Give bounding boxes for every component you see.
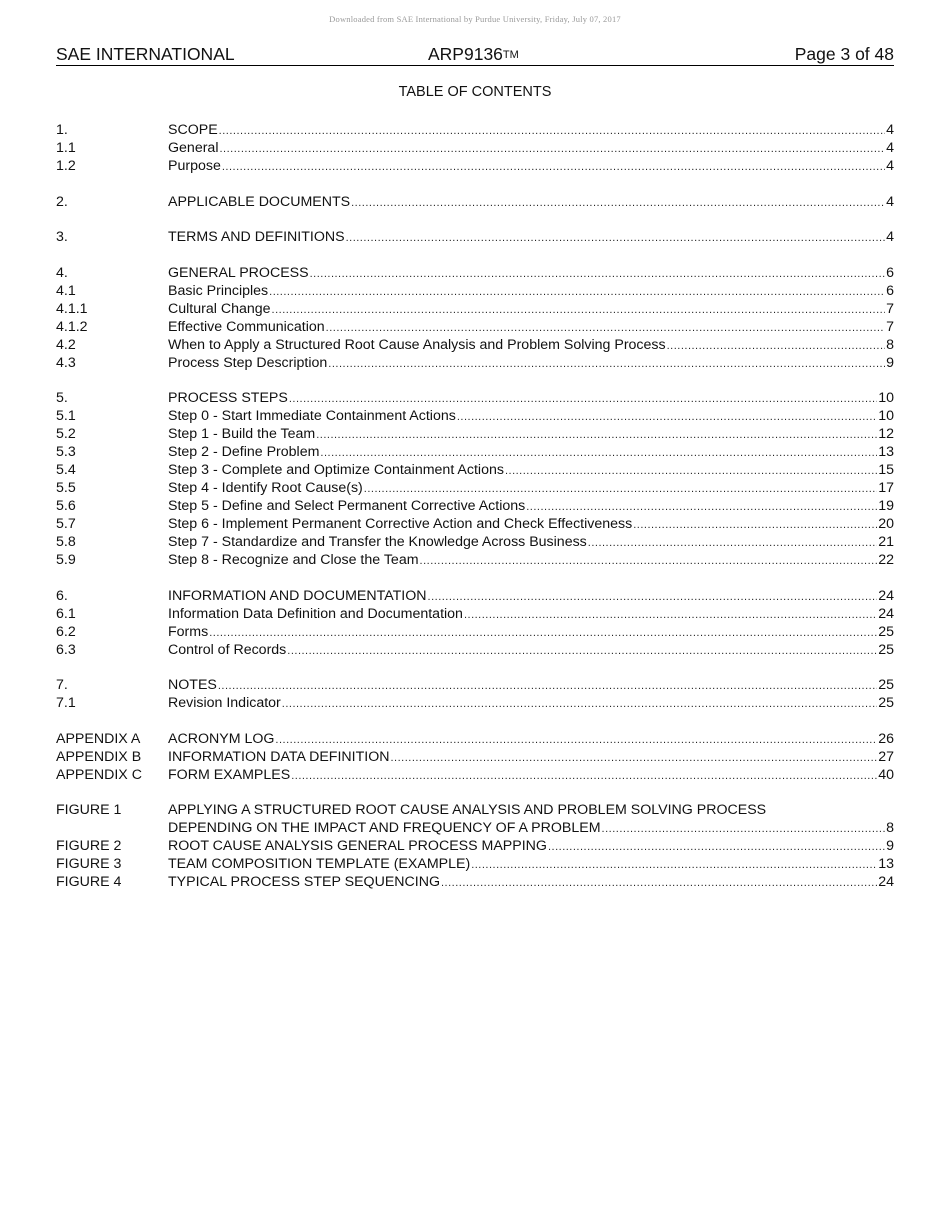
toc-page: 10 — [878, 408, 894, 424]
toc-title: Step 1 - Build the Team — [168, 426, 316, 442]
toc-title: Revision Indicator — [168, 695, 281, 711]
toc-number: 5.2 — [56, 426, 76, 442]
toc-title: DEPENDING ON THE IMPACT AND FREQUENCY OF A PROBLEM — [168, 820, 601, 836]
toc-number: 5.1 — [56, 408, 76, 424]
toc-title: NOTES — [168, 677, 217, 693]
toc-title: APPLICABLE DOCUMENTS — [168, 193, 351, 210]
toc-entry[interactable] — [56, 551, 894, 569]
toc-leader-dots — [420, 552, 878, 570]
toc-entry[interactable] — [56, 264, 894, 282]
toc-page: 22 — [878, 552, 894, 568]
toc-entry[interactable] — [56, 443, 894, 461]
toc-page: 7 — [886, 300, 894, 317]
toc-leader-dots — [328, 355, 885, 373]
toc-number: 4.1 — [56, 282, 76, 299]
toc-page: 4 — [886, 122, 894, 138]
toc-entry[interactable] — [56, 336, 894, 354]
toc-entry[interactable] — [56, 407, 894, 425]
document-number — [428, 44, 519, 65]
toc-leader-dots — [471, 856, 877, 874]
download-watermark: Downloaded from SAE International by Purdue University, Friday, July 07, 2017 — [329, 14, 621, 24]
toc-leader-dots — [218, 677, 877, 695]
toc-number: 5.4 — [56, 462, 76, 478]
toc-number: 1.2 — [56, 158, 76, 174]
toc-page: 6 — [886, 282, 894, 299]
toc-leader-dots — [351, 194, 885, 212]
document-code: ARP9136 — [428, 44, 503, 64]
toc-title: Cultural Change — [168, 300, 271, 317]
toc-leader-dots — [548, 838, 885, 856]
toc-number: 4.2 — [56, 336, 76, 353]
toc-title: Information Data Definition and Documentation — [168, 605, 463, 622]
toc-title: Step 5 - Define and Select Permanent Corrective Actions — [168, 498, 526, 514]
toc-leader-dots — [282, 695, 877, 713]
toc-entry[interactable] — [56, 837, 894, 855]
toc-leader-dots — [667, 337, 886, 355]
toc-page: 4 — [886, 140, 894, 156]
page-number: Page 3 of 48 — [794, 44, 894, 64]
toc-entry[interactable] — [56, 641, 894, 659]
toc-page: 25 — [878, 695, 894, 711]
toc-entry[interactable] — [56, 587, 894, 605]
toc-title: Step 2 - Define Problem — [168, 444, 320, 460]
toc-entry[interactable] — [56, 300, 894, 318]
toc-page: 15 — [878, 462, 894, 478]
toc-leader-dots — [390, 749, 877, 767]
toc-page: 8 — [886, 336, 894, 353]
toc-number: 7. — [56, 677, 68, 693]
toc-entry[interactable] — [56, 676, 894, 694]
toc-entry[interactable] — [56, 533, 894, 551]
toc-page: 6 — [886, 264, 894, 281]
toc-number: 5.6 — [56, 498, 76, 514]
toc-leader-dots — [464, 606, 877, 624]
toc-title: ACRONYM LOG — [168, 730, 275, 747]
toc-number: 6. — [56, 587, 68, 604]
toc-leader-dots — [526, 498, 877, 516]
toc-number: 5.8 — [56, 534, 76, 550]
toc-leader-dots — [289, 390, 877, 408]
toc-number: 2. — [56, 193, 68, 210]
toc-entry[interactable] — [56, 623, 894, 641]
toc-page: 9 — [886, 354, 894, 371]
toc-title: PROCESS STEPS — [168, 390, 288, 406]
toc-title: Basic Principles — [168, 282, 269, 299]
toc-entry[interactable] — [56, 425, 894, 443]
toc-entry[interactable] — [56, 766, 894, 784]
toc-leader-dots — [633, 516, 877, 534]
toc-title: Effective Communication — [168, 318, 325, 335]
toc-page: 25 — [878, 623, 894, 640]
toc-page: 7 — [886, 318, 894, 335]
toc-title: INFORMATION DATA DEFINITION — [168, 748, 390, 765]
toc-leader-dots — [209, 624, 877, 642]
toc-leader-dots — [275, 731, 877, 749]
toc-title: Step 4 - Identify Root Cause(s) — [168, 480, 363, 496]
toc-number: APPENDIX B — [56, 748, 142, 765]
toc-entry[interactable] — [56, 497, 894, 515]
toc-leader-dots — [457, 408, 877, 426]
toc-title: Step 8 - Recognize and Close the Team — [168, 552, 419, 568]
toc-entry[interactable] — [56, 873, 894, 891]
toc-number: 4.1.2 — [56, 318, 88, 335]
toc-entry[interactable] — [56, 515, 894, 533]
toc-title: SCOPE — [168, 122, 218, 138]
toc-title: INFORMATION AND DOCUMENTATION — [168, 587, 427, 604]
toc-page: 27 — [878, 748, 894, 765]
publisher-name: SAE INTERNATIONAL — [56, 44, 235, 64]
toc-number: 4.3 — [56, 354, 76, 371]
toc-number: 3. — [56, 229, 68, 245]
toc-title-line: APPLYING A STRUCTURED ROOT CAUSE ANALYSIS AND PROBLEM SOLVING PROCESS — [168, 802, 767, 818]
toc-entry[interactable] — [56, 389, 894, 407]
toc-title: General — [168, 140, 219, 156]
toc-entry[interactable] — [56, 193, 894, 211]
toc-title: ROOT CAUSE ANALYSIS GENERAL PROCESS MAPPING — [168, 838, 547, 854]
toc-leader-dots — [219, 122, 885, 140]
toc-title: GENERAL PROCESS — [168, 264, 309, 281]
toc-leader-dots — [364, 480, 877, 498]
toc-page: 4 — [886, 193, 894, 210]
toc-entry[interactable] — [56, 461, 894, 479]
toc-leader-dots — [441, 874, 877, 892]
toc-number: 1. — [56, 122, 68, 138]
toc-title: TYPICAL PROCESS STEP SEQUENCING — [168, 874, 440, 890]
toc-number: FIGURE 3 — [56, 856, 122, 872]
toc-title: FORM EXAMPLES — [168, 766, 291, 783]
toc-entry-continuation[interactable] — [56, 819, 894, 837]
toc-number: FIGURE 2 — [56, 838, 122, 854]
toc-entry[interactable] — [56, 318, 894, 336]
toc-page: 40 — [878, 766, 894, 783]
toc-leader-dots — [269, 283, 885, 301]
toc-leader-dots — [316, 426, 877, 444]
toc-entry[interactable] — [56, 605, 894, 623]
toc-number: 6.1 — [56, 605, 76, 622]
toc-leader-dots — [428, 588, 878, 606]
trademark-mark: TM — [502, 49, 519, 61]
toc-page: 19 — [878, 498, 894, 514]
toc-number: APPENDIX C — [56, 766, 142, 783]
toc-number: 5.7 — [56, 516, 76, 532]
toc-leader-dots — [326, 319, 885, 337]
toc-leader-dots — [219, 140, 885, 158]
toc-leader-dots — [222, 158, 885, 176]
toc-title: Process Step Description — [168, 354, 328, 371]
toc-entry[interactable] — [56, 694, 894, 712]
toc-number: 7.1 — [56, 695, 76, 711]
toc-entry[interactable] — [56, 157, 894, 175]
toc-title: TERMS AND DEFINITIONS — [168, 229, 345, 245]
toc-leader-dots — [320, 444, 877, 462]
toc-entry[interactable] — [56, 855, 894, 873]
toc-page: 9 — [886, 838, 894, 854]
toc-leader-dots — [310, 265, 886, 283]
toc-title: Forms — [168, 623, 209, 640]
toc-entry[interactable] — [56, 139, 894, 157]
toc-title: Control of Records — [168, 641, 287, 658]
toc-page: 24 — [878, 874, 894, 890]
toc-page: 26 — [878, 730, 894, 747]
toc-page: 24 — [878, 587, 894, 604]
toc-number: FIGURE 4 — [56, 874, 122, 890]
toc-entry[interactable] — [56, 121, 894, 139]
toc-number: 1.1 — [56, 140, 76, 156]
toc-page: 13 — [878, 856, 894, 872]
toc-page: 25 — [878, 677, 894, 693]
toc-title: Purpose — [168, 158, 221, 174]
page-header — [56, 44, 894, 66]
toc-number: 5.9 — [56, 552, 76, 568]
toc-entry[interactable] — [56, 479, 894, 497]
toc-page: 24 — [878, 605, 894, 622]
toc-page: 4 — [886, 158, 894, 174]
toc-page: 20 — [878, 516, 894, 532]
toc-title: Step 7 - Standardize and Transfer the Knowledge Across Business — [168, 534, 587, 550]
toc-leader-dots — [505, 462, 877, 480]
toc-number: 5.3 — [56, 444, 76, 460]
toc-entry[interactable] — [56, 282, 894, 300]
toc-number: 5. — [56, 390, 68, 406]
toc-leader-dots — [588, 534, 877, 552]
table-of-contents — [56, 121, 894, 891]
toc-page: 21 — [878, 534, 894, 550]
toc-page: 10 — [878, 390, 894, 406]
toc-leader-dots — [346, 229, 886, 247]
toc-entry[interactable] — [56, 228, 894, 246]
toc-number: APPENDIX A — [56, 730, 141, 747]
toc-number: 4. — [56, 264, 68, 281]
toc-number: 6.2 — [56, 623, 76, 640]
toc-leader-dots — [602, 820, 886, 838]
toc-page: 12 — [878, 426, 894, 442]
toc-number: 4.1.1 — [56, 300, 88, 317]
toc-page: 25 — [878, 641, 894, 658]
toc-title: Step 3 - Complete and Optimize Containment Actions — [168, 462, 504, 478]
toc-title: When to Apply a Structured Root Cause Analysis and Problem Solving Process — [168, 336, 666, 353]
toc-title: TABLE OF CONTENTS — [398, 84, 552, 100]
toc-leader-dots — [287, 642, 877, 660]
toc-title: Step 6 - Implement Permanent Corrective Action and Check Effectiveness — [168, 516, 633, 532]
toc-title: TEAM COMPOSITION TEMPLATE (EXAMPLE) — [168, 856, 471, 872]
toc-number: 5.5 — [56, 480, 76, 496]
toc-page: 13 — [878, 444, 894, 460]
toc-number: FIGURE 1 — [56, 802, 122, 818]
toc-entry[interactable] — [56, 801, 894, 819]
toc-page: 17 — [878, 480, 894, 496]
toc-entry[interactable] — [56, 748, 894, 766]
toc-page: 4 — [886, 229, 894, 245]
toc-number: 6.3 — [56, 641, 76, 658]
toc-leader-dots — [291, 767, 877, 785]
toc-entry[interactable] — [56, 730, 894, 748]
toc-title: Step 0 - Start Immediate Containment Actions — [168, 408, 456, 424]
toc-page: 8 — [886, 820, 894, 836]
toc-leader-dots — [272, 301, 886, 319]
toc-entry[interactable] — [56, 354, 894, 372]
